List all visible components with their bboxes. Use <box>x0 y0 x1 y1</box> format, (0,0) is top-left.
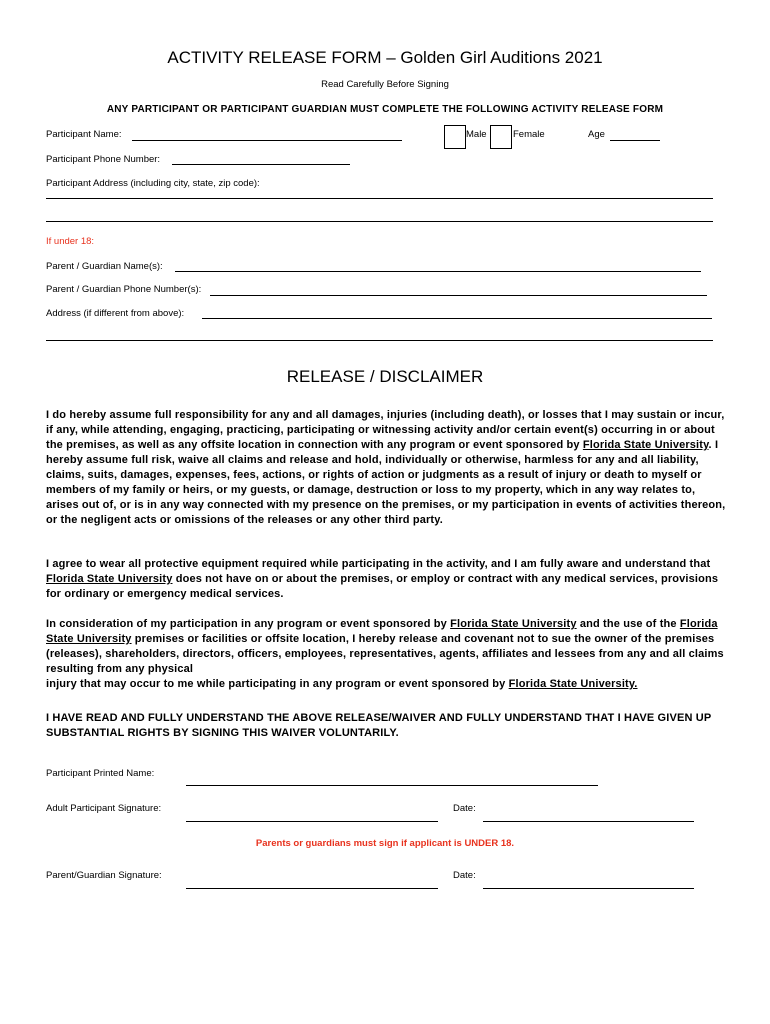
form-title: ACTIVITY RELEASE FORM – Golden Girl Auditions 2021 <box>167 48 603 67</box>
release-p2-text-a: I agree to wear all protective equipment required while participating in the activity, and I am fully aware and understand that <box>46 558 711 570</box>
release-p3-text-e: premises or facilities or offsite location, I hereby release and covenant not to sue the owner of the premises (releases), shareholders, directors, officers, employees, representatives, agents, affiliates and lessees from any and all claims resulting from any physical <box>46 633 724 675</box>
age-field[interactable] <box>610 140 660 141</box>
participant-phone-field[interactable] <box>172 164 350 165</box>
release-p2-text-c: does not have on or about the premises, or employ or contract with any medical services, provisions for ordinary or emergency medical services. <box>46 573 719 600</box>
release-p3-text-f: injury that may occur to me while participating in any program or event sponsored by <box>46 678 506 690</box>
release-paragraph-2 <box>46 557 726 602</box>
printed-name-label: Participant Printed Name: <box>46 768 155 779</box>
university-name: Florida State University <box>46 573 173 585</box>
participant-phone-label: Participant Phone Number: <box>46 154 161 165</box>
guardian-names-label: Parent / Guardian Name(s): <box>46 261 163 272</box>
male-checkbox[interactable] <box>444 125 466 149</box>
participant-name-field[interactable] <box>132 140 402 141</box>
date-label: Date: <box>453 803 476 814</box>
parents-note: Parents or guardians must sign if applicant is UNDER 18. <box>255 838 515 849</box>
release-p3-text-a: In consideration of my participation in any program or event sponsored by <box>46 618 447 630</box>
guardian-signature-label: Parent/Guardian Signature: <box>46 870 162 881</box>
guardian-address-label: Address (if different from above): <box>46 308 185 319</box>
guardian-date-field[interactable] <box>483 888 694 889</box>
age-label: Age <box>588 129 605 140</box>
participant-address-line-1[interactable] <box>46 198 713 199</box>
female-label: Female <box>513 129 545 140</box>
guardian-names-field[interactable] <box>175 271 701 272</box>
adult-signature-label: Adult Participant Signature: <box>46 803 162 814</box>
under-18-label: If under 18: <box>46 236 95 247</box>
participant-name-label: Participant Name: <box>46 129 122 140</box>
form-instruction: ANY PARTICIPANT OR PARTICIPANT GUARDIAN MUST COMPLETE THE FOLLOWING ACTIVITY RELEASE FORM <box>106 104 664 115</box>
form-subtitle: Read Carefully Before Signing <box>321 79 449 90</box>
university-name: Florida State University. <box>508 678 638 690</box>
guardian-signature-field[interactable] <box>186 888 438 889</box>
release-paragraph-3 <box>46 617 726 692</box>
printed-name-field[interactable] <box>186 785 598 786</box>
guardian-phone-label: Parent / Guardian Phone Number(s): <box>46 284 202 295</box>
university-name: Florida State University <box>450 618 577 630</box>
participant-address-line-2[interactable] <box>46 221 713 222</box>
male-label: Male <box>466 129 487 140</box>
guardian-address-line-1[interactable] <box>202 318 712 319</box>
university-name: Florida State University <box>46 618 718 645</box>
female-checkbox[interactable] <box>490 125 512 149</box>
guardian-address-line-2[interactable] <box>46 340 713 341</box>
acknowledgement-text: I HAVE READ AND FULLY UNDERSTAND THE ABOVE RELEASE/WAIVER AND FULLY UNDERSTAND THAT I HAVE GIVEN UP SUBSTANTIAL RIGHTS BY SIGNING THIS WAIVER VOLUNTARILY. <box>46 712 712 739</box>
guardian-phone-field[interactable] <box>210 295 707 296</box>
participant-address-label: Participant Address (including city, state, zip code): <box>46 178 260 189</box>
release-title: RELEASE / DISCLAIMER <box>286 367 484 386</box>
university-name: Florida State University <box>582 439 709 451</box>
release-paragraph-1 <box>46 408 726 528</box>
release-p1-text-a: I do hereby assume full responsibility for any and all damages, injuries (including death), or losses that I may sustain or incur, if any, while attending, engaging, practicing, participating or witnessing activity and/or certain event(s) occurring in or about the premises, as well as any offsite location in connection with any program or event sponsored by <box>46 409 725 451</box>
adult-signature-field[interactable] <box>186 821 438 822</box>
date-field[interactable] <box>483 821 694 822</box>
release-p1-text-c: . I hereby assume full risk, waive all claims and release and hold, individually or otherwise, harmless for any and all liability, claims, suits, damages, expenses, fees, actions, or rights of action or judgments as a result of injury or death to myself or members of my family or heirs, or my guests, or damage, destruction or loss to my property, which in any way relates to, arises out of, or is in any way connected with my presence on the premises, or my participation in events of activities thereon, or the negligent acts or omissions of the releases or any other third party. <box>46 439 726 526</box>
guardian-date-label: Date: <box>453 870 476 881</box>
release-p3-text-c: and the use of the <box>579 618 677 630</box>
